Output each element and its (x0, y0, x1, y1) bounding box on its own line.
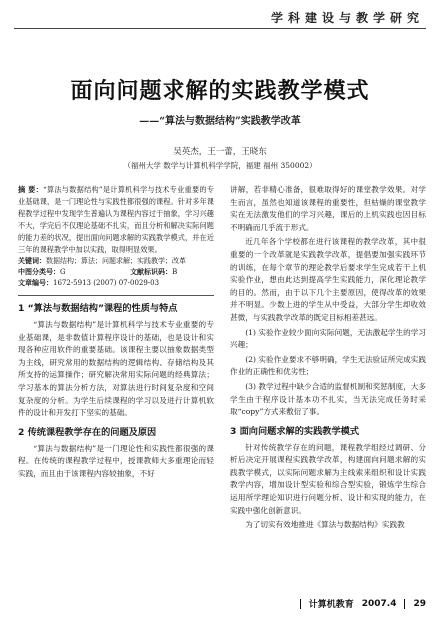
footer-divider (300, 599, 301, 609)
left-column (18, 184, 214, 483)
doc-code-value: B (172, 268, 178, 276)
clc-value: G (60, 268, 66, 276)
issn-line (18, 278, 214, 289)
keywords-label: 关键词： (18, 257, 46, 265)
journal-name: 计算机教育 (308, 600, 354, 610)
body-paragraph: 近几年各个学校都在进行该课程的教学改革，其中很重要的一个改革就是实践教学改革，提倡要加强实践环节的训练，在每个章节的理论教学后要求学生完成若干上机实验作业，想由此达到提高学生实践能力，深化理论教学的目的。然而，由于以下几个主要原因，使得改革的效果并不明显。少数上进的学生从中受益，大部分学生却收效甚微，与实践教学改革的既定目标相差甚远。 (230, 237, 426, 322)
list-item: (2) 实验作业要求不够明确，学生无法验证所完成实践作业的正确性和优劣性； (230, 354, 426, 377)
section-heading: 2 传统课程教学存在的问题及原因 (18, 426, 157, 438)
abstract-rule (18, 295, 214, 296)
article-title: 面向问题求解的实践教学模式 (70, 79, 370, 104)
page-footer (300, 597, 426, 610)
page-number: 29 (413, 598, 426, 609)
doc-code-label: 文献标识码： (130, 268, 173, 276)
body-paragraph: 针对传统教学存在的问题，课程教学组经过调研、分析后决定开展课程实践教学改革，构建面向问题求解的实践教学模式，以实际问题求解为主线索来组织和设计实践教学内容，增加设计型实验和综合型实验，锻炼学生综合运用所学理论知识进行问题分析、设计和实现的能力，在实践中强化创新意识。 (230, 442, 426, 515)
affiliation-line: （福州大学 数学与计算机科学学院，福建 福州 350002） (123, 161, 317, 170)
section-heading: 3 面向问题求解的实践教学模式 (230, 425, 360, 437)
body-paragraph: “算法与数据结构”是一门理论性和实践性都很强的课程。在传统的课程教学过程中，授课教师大多重理论而轻实践，而且由于该课程内容较抽象，不好 (18, 443, 214, 478)
issue-number: 2007.4 (361, 598, 397, 609)
abstract-label: 摘 要： (18, 185, 44, 194)
author-line: 吴英杰，王一蕾，王晓东 (173, 147, 267, 157)
issn-value: 1672-5913 (2007) 07-0029-03 (53, 279, 160, 287)
classification-line (18, 267, 214, 278)
right-column (230, 184, 426, 534)
running-head: 学科建设与教学研究 (270, 11, 424, 25)
body-paragraph: 为了切实有效地推进《算法与数据结构》实践教 (245, 520, 405, 530)
section-heading: 1 “算法与数据结构”课程的性质与特点 (18, 303, 178, 314)
keywords-text: 数据结构；算法；问题求解；实践教学；改革 (46, 257, 186, 265)
body-paragraph: “算法与数据结构”是计算机科学与技术专业重要的专业基础课，是非数值计算程序设计的基础，也是设计和实现各种应用软件的重要基础。该课程主要以抽象数据类型为主线，研究常用的数据结构的逻辑结构、存储结构及其所支持的运算操作；研究解决常用实际问题的经典算法；学习基本的算法分析方法，对算法进行时间复杂度和空间复杂度的分析。为学生后续课程的学习以及进行计算机软件的设计和开发打下坚实的基础。 (18, 320, 214, 418)
list-item: (3) 教学过程中缺少合适的监督机制和奖惩制度，大多学生由于程序设计基本功不扎实，当无法完成任务时采取“copy”方式来敷衍了事。 (230, 381, 426, 417)
footer-divider (404, 599, 405, 609)
issn-label: 文章编号： (18, 279, 53, 287)
clc-label: 中图分类号： (18, 268, 60, 276)
abstract-block (18, 184, 214, 256)
body-paragraph: 讲解，若非精心准备，很难取得好的课堂教学效果。对学生而言，虽然也知道该课程的重要性，但枯燥的课堂教学实在无法激发他们的学习兴趣，课后的上机实践也因目标不明确而几乎流于形式。 (230, 185, 426, 232)
keywords-line (18, 256, 214, 267)
abstract-text: “算法与数据结构”是计算机科学与技术专业重要的专业基础课，是一门理论性与实践性都很强的课程。针对多年课程教学过程中发现学生普遍认为课程内容过于抽象，学习兴趣不大，学完后不仅理论基础不扎实，而且分析和解决实际问题的能力差的状况，提出面向问题求解的实践教学模式，并在近三年的课程教学中加以实践，取得明显效果。 (18, 185, 214, 254)
article-subtitle: ——“算法与数据结构”实践教学改革 (139, 116, 301, 127)
header-rule (14, 28, 426, 29)
list-item: (1) 实验作业较少面向实际问题，无法激起学生的学习兴趣； (230, 327, 426, 350)
